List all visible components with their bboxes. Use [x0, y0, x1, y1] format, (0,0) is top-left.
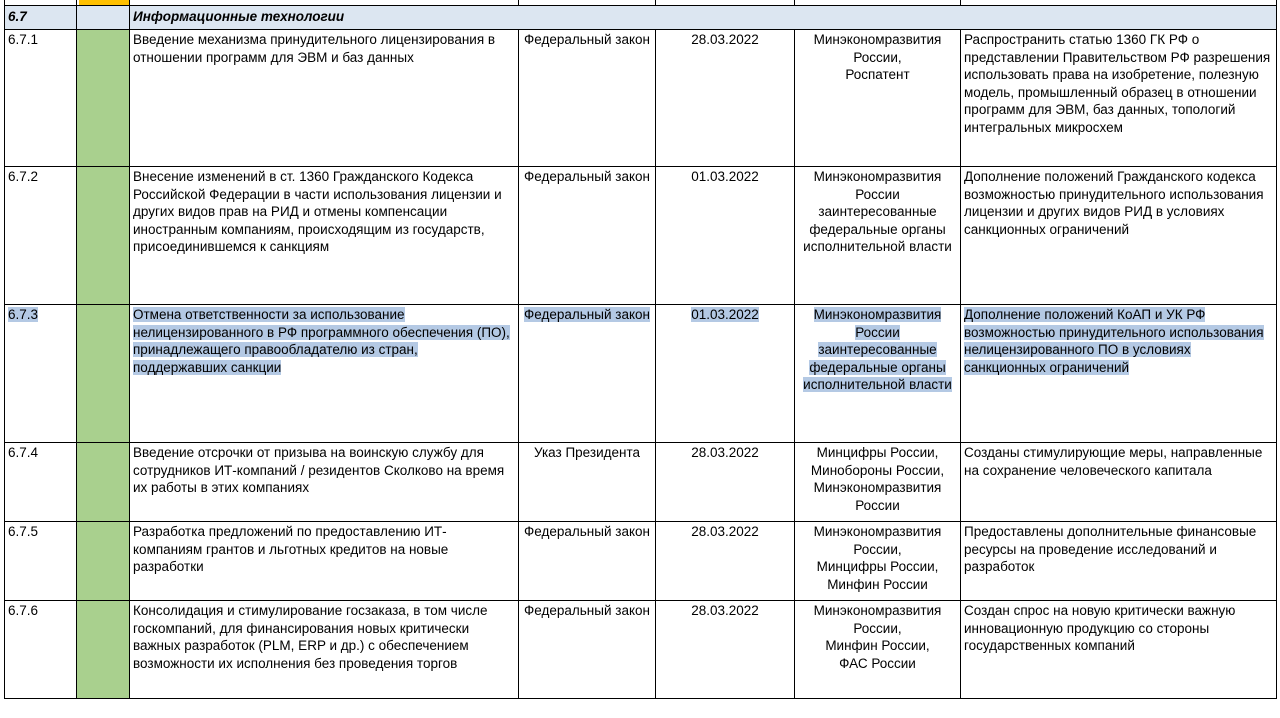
document-type-cell-text: Указ Президента: [533, 445, 640, 460]
status-mark-cell[interactable]: [77, 167, 130, 305]
responsible-cell[interactable]: [795, 305, 961, 443]
item-number-cell-text: 6.7.2: [8, 169, 39, 184]
document-type-cell[interactable]: [519, 30, 656, 167]
item-number-cell[interactable]: [5, 30, 77, 167]
table-row[interactable]: [5, 305, 1277, 443]
expected-result-cell[interactable]: [961, 167, 1277, 305]
item-number-cell[interactable]: [5, 305, 77, 443]
expected-result-cell-text: Создан спрос на новую критически важную инновационную продукцию со стороны государственных компаний: [964, 603, 1236, 654]
measure-cell-text: Разработка предложений по предоставлению ИТ-компаниям грантов и льготных кредитов на новые разработки: [133, 524, 449, 575]
section-number-cell[interactable]: 6.7: [5, 6, 77, 30]
deadline-cell-text: 28.03.2022: [691, 603, 759, 618]
document-type-cell[interactable]: [519, 305, 656, 443]
measures-table: [4, 5, 1277, 699]
responsible-cell[interactable]: [795, 601, 961, 699]
responsible-cell-text: Минэкономразвития России, Роспатент: [813, 32, 942, 83]
responsible-cell-text: Минэкономразвития России заинтересованные федеральные органы исполнительной власти: [803, 307, 952, 393]
deadline-cell[interactable]: [656, 305, 795, 443]
responsible-cell-text: Минэкономразвития России, Минфин России, ФАС России: [813, 603, 942, 671]
status-mark-cell[interactable]: [77, 522, 130, 601]
item-number-cell-text: 6.7.4: [8, 445, 39, 460]
responsible-cell-text: Минцифры России, Минобороны России, Минэкономразвития России: [810, 445, 945, 513]
table-row[interactable]: [5, 443, 1277, 522]
item-number-cell-text: 6.7.5: [8, 524, 39, 539]
deadline-cell-text: 28.03.2022: [691, 32, 759, 47]
responsible-cell-text: Минэкономразвития России заинтересованные федеральные органы исполнительной власти: [803, 169, 952, 255]
measure-cell-text: Отмена ответственности за использование нелицензированного в РФ программного обеспечения (ПО), принадлежащего правообладателю из стран, поддержавших санкции: [133, 307, 510, 375]
expected-result-cell[interactable]: [961, 443, 1277, 522]
responsible-cell[interactable]: [795, 167, 961, 305]
measure-cell[interactable]: [130, 522, 519, 601]
expected-result-cell-text: Предоставлены дополнительные финансовые ресурсы на проведение исследований и разработок: [964, 524, 1257, 575]
status-mark-cell[interactable]: [77, 601, 130, 699]
measure-cell[interactable]: [130, 601, 519, 699]
status-mark-cell[interactable]: [77, 443, 130, 522]
measure-cell-text: Введение механизма принудительного лицензирования в отношении программ для ЭВМ и баз данных: [133, 32, 496, 65]
document-type-cell-text: Федеральный закон: [524, 32, 650, 47]
responsible-cell[interactable]: [795, 522, 961, 601]
deadline-cell[interactable]: [656, 167, 795, 305]
section-title-cell[interactable]: Информационные технологии: [130, 6, 1277, 30]
document-type-cell-text: Федеральный закон: [524, 524, 650, 539]
table-row[interactable]: [5, 522, 1277, 601]
item-number-cell[interactable]: [5, 443, 77, 522]
deadline-cell-text: 28.03.2022: [691, 445, 759, 460]
deadline-cell-text: 01.03.2022: [691, 307, 759, 322]
expected-result-cell[interactable]: [961, 601, 1277, 699]
deadline-cell[interactable]: [656, 30, 795, 167]
item-number-cell-text: 6.7.3: [8, 307, 39, 322]
document-type-cell[interactable]: [519, 167, 656, 305]
document-type-cell[interactable]: [519, 601, 656, 699]
document-type-cell-text: Федеральный закон: [524, 169, 650, 184]
table-row[interactable]: [5, 30, 1277, 167]
deadline-cell[interactable]: [656, 522, 795, 601]
document-type-cell-text: Федеральный закон: [524, 307, 650, 322]
expected-result-cell-text: Созданы стимулирующие меры, направленные на сохранение человеческого капитала: [964, 445, 1263, 478]
responsible-cell[interactable]: [795, 443, 961, 522]
measure-cell-text: Введение отсрочки от призыва на воинскую службу для сотрудников ИТ-компаний / резидентов Сколково на время их работы в этих компаниях: [133, 445, 505, 496]
responsible-cell-text: Минэкономразвития России, Минцифры России, Минфин России: [813, 524, 942, 592]
status-mark-cell[interactable]: [77, 30, 130, 167]
document-type-cell[interactable]: [519, 522, 656, 601]
document-type-cell-text: Федеральный закон: [524, 603, 650, 618]
item-number-cell[interactable]: [5, 601, 77, 699]
document-type-cell[interactable]: [519, 443, 656, 522]
item-number-cell-text: 6.7.1: [8, 32, 39, 47]
responsible-cell[interactable]: [795, 30, 961, 167]
deadline-cell-text: 01.03.2022: [691, 169, 759, 184]
section-row[interactable]: [5, 6, 1277, 30]
measure-cell-text: Консолидация и стимулирование госзаказа, в том числе госкомпаний, для финансирования новых критически важных разработок (PLM, ERP и др.) с обеспечением возможности их исполнения без проведения торгов: [133, 603, 488, 671]
measure-cell[interactable]: [130, 305, 519, 443]
measure-cell-text: Внесение изменений в ст. 1360 Гражданского Кодекса Российской Федерации в части использования лицензии и других видов прав на РИД и отмены компенсации иностранным компаниям, происходящим из государств, присоединившемся к санкциям: [133, 169, 502, 255]
item-number-cell[interactable]: [5, 167, 77, 305]
expected-result-cell-text: Дополнение положений Гражданского кодекса возможностью принудительного использования лицензии и других видов РИД в условиях санкционных ограничений: [964, 169, 1264, 237]
expected-result-cell[interactable]: [961, 305, 1277, 443]
measure-cell[interactable]: [130, 443, 519, 522]
measure-cell[interactable]: [130, 30, 519, 167]
table-row[interactable]: [5, 601, 1277, 699]
expected-result-cell[interactable]: [961, 30, 1277, 167]
deadline-cell[interactable]: [656, 443, 795, 522]
section-mark-cell[interactable]: [77, 6, 130, 30]
deadline-cell[interactable]: [656, 601, 795, 699]
deadline-cell-text: 28.03.2022: [691, 524, 759, 539]
item-number-cell[interactable]: [5, 522, 77, 601]
expected-result-cell-text: Дополнение положений КоАП и УК РФ возможностью принудительного использования нелицензированного ПО в условиях санкционных ограничений: [964, 307, 1264, 375]
table-row[interactable]: [5, 167, 1277, 305]
expected-result-cell-text: Распространить статью 1360 ГК РФ о представлении Правительством РФ разрешения использовать права на изобретение, полезную модель, промышленный образец в отношении программ для ЭВМ, баз данных, топологий интегральных микросхем: [964, 32, 1271, 135]
item-number-cell-text: 6.7.6: [8, 603, 39, 618]
expected-result-cell[interactable]: [961, 522, 1277, 601]
status-mark-cell[interactable]: [77, 305, 130, 443]
measure-cell[interactable]: [130, 167, 519, 305]
